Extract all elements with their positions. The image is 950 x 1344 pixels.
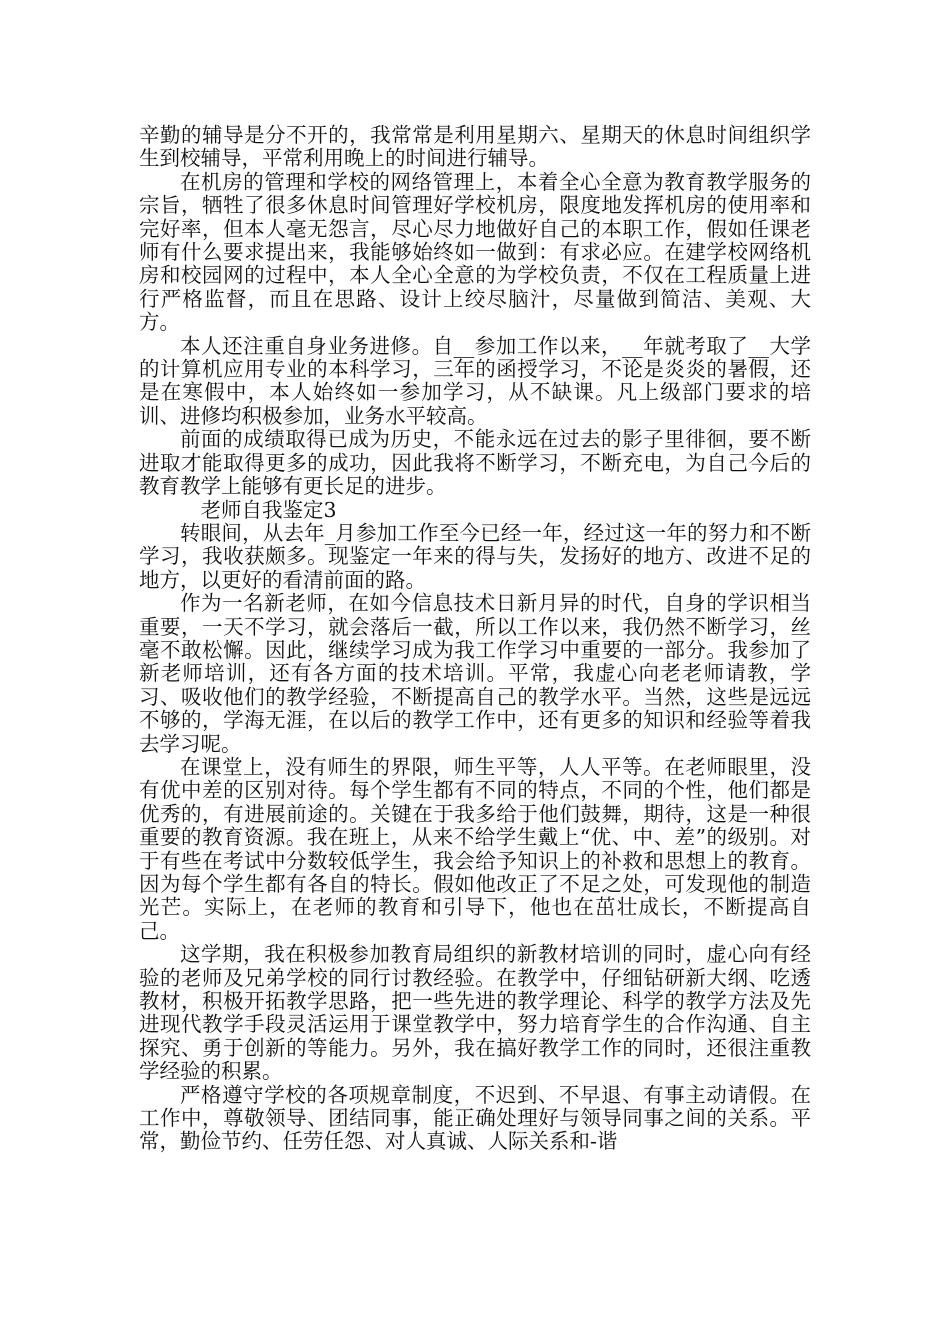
paragraph-this-term: 这学期，我在积极参加教育局组织的新教材培训的同时，虚心向有经验的老师及兄弟学校的同行讨教经验。在教学中，仔细钻研新大纲、吃透教材，积极开拓教学思路，把一些先进的教学理论、科学的教学方法及先进现代教学手段灵活运用于课堂教学中，努力培育学生的合作沟通、自主探究、勇于创新的等能力。另外，我在搞好教学工作的同时，还很注重教学经验的积累。	[139, 942, 811, 1084]
document-page	[139, 124, 811, 1154]
paragraph-future: 前面的成绩取得已成为历史，不能永远在过去的影子里徘徊，要不断进取才能取得更多的成功，因此我将不断学习，不断充电，为自己今后的教育教学上能够有更长足的进步。	[139, 427, 811, 499]
paragraph-study: 本人还注重自身业务进修。自__参加工作以来，__年就考取了__大学的计算机应用专业的本科学习，三年的函授学习，不论是炎炎的暑假，还是在寒假中，本人始终如一参加学习，从不缺课。凡上级部门要求的培训、进修均积极参加，业务水平较高。	[139, 333, 811, 428]
paragraph-intro: 辛勤的辅导是分不开的，我常常是利用星期六、星期天的休息时间组织学生到校辅导，平常利用晚上的时间进行辅导。	[139, 123, 811, 171]
paragraph-rules: 严格遵守学校的各项规章制度，不迟到、不早退、有事主动请假。在工作中，尊敬领导、团结同事，能正确处理好与领导同事之间的关系。平常，勤俭节约、任劳任怨、对人真诚、人际关系和-谐	[139, 1082, 811, 1154]
paragraph-computer-room: 在机房的管理和学校的网络管理上，本着全心全意为教育教学服务的宗旨，牺牲了很多休息时间管理好学校机房，限度地发挥机房的使用率和完好率，但本人毫无怨言，尽心尽力地做好自己的本职工作，假如任课老师有什么要求提出来，我能够始终如一做到：有求必应。在建学校网络机房和校园网的过程中，本人全心全意的为学校负责，不仅在工程质量上进行严格监督，而且在思路、设计上绞尽脑汁，尽量做到简洁、美观、大方。	[139, 169, 811, 335]
paragraph-one-year: 转眼间，从去年_月参加工作至今已经一年，经过这一年的努力和不断学习，我收获颇多。现鉴定一年来的得与失，发扬好的地方、改进不足的地方，以更好的看清前面的路。	[139, 520, 811, 592]
paragraph-new-teacher: 作为一名新老师，在如今信息技术日新月异的时代，自身的学识相当重要，一天不学习，就会落后一截，所以工作以来，我仍然不断学习，丝毫不敢松懈。因此，继续学习成为我工作学习中重要的一部分。我参加了新老师培训，还有各方面的技术培训。平常，我虚心向老老师请教，学习、吸收他们的教学经验，不断提高自己的教学水平。当然，这些是远远不够的，学海无涯，在以后的教学工作中，还有更多的知识和经验等着我去学习呢。	[139, 591, 811, 756]
section-heading: 老师自我鉴定3	[200, 497, 337, 522]
paragraph-classroom: 在课堂上，没有师生的界限，师生平等，人人平等。在老师眼里，没有优中差的区别对待。每个学生都有不同的特点，不同的个性，他们都是优秀的，有进展前途的。关键在于我多给于他们鼓舞，期待，这是一种很重要的教育资源。我在班上，从来不给学生戴上“优、中、差”的级别。对于有些在考试中分数较低学生，我会给予知识上的补救和思想上的教育。因为每个学生都有各自的特长。假如他改正了不足之处，可发现他的制造光芒。实际上，在老师的教育和引导下，他也在茁壮成长，不断提高自己。	[139, 754, 811, 943]
